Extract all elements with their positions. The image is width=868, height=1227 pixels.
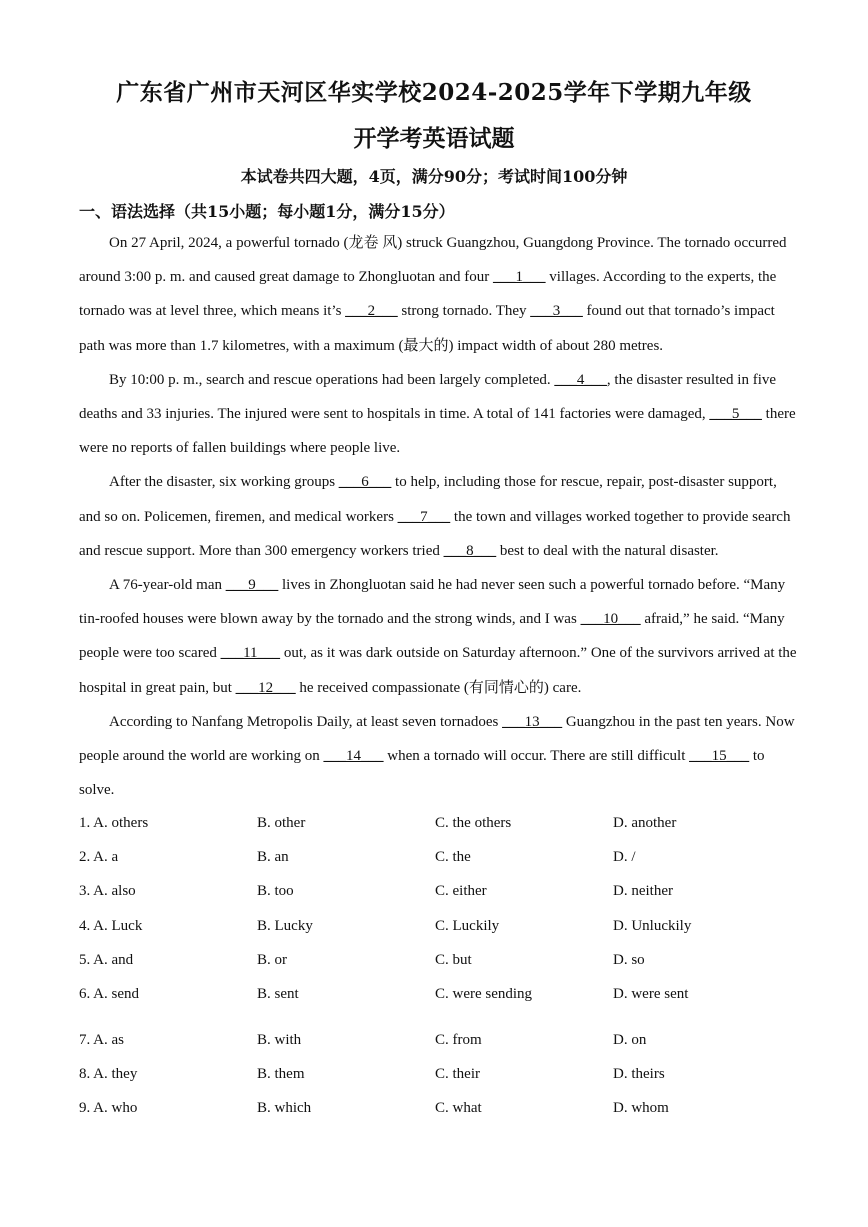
text-segment: , the disaster resulted in five deaths and 33 injuries. The injured were sent to hospitals in time. A total of 141 factories were damaged, — [79, 371, 777, 423]
blank-11: ___11___ — [220, 645, 281, 662]
section-heading: 一、语法选择（共15小题；每小题1分，满分15分） — [79, 202, 455, 221]
question-options-8 — [79, 1057, 799, 1091]
option-c: C. Luckily — [435, 917, 500, 934]
question-options-7 — [79, 1023, 799, 1057]
text-segment: Guangzhou in the past ten years. Now people around the world are working on — [79, 713, 795, 765]
option-b: B. too — [257, 883, 294, 900]
option-b: B. which — [257, 1100, 312, 1117]
blank-2: ___2___ — [345, 303, 398, 320]
option-a: 4. A. Luck — [79, 917, 143, 934]
question-options-6 — [79, 977, 799, 1023]
question-options-5 — [79, 943, 799, 977]
option-d: D. another — [613, 815, 677, 831]
question-options-3 — [79, 874, 799, 908]
question-options-2 — [79, 840, 799, 874]
option-b: B. an — [257, 849, 289, 866]
paragraph — [79, 226, 799, 363]
option-b: B. or — [257, 951, 287, 968]
option-b: B. sent — [257, 985, 299, 1002]
question-options-1 — [79, 806, 799, 840]
text-segment: to solve. — [79, 748, 765, 799]
paragraph — [79, 705, 799, 808]
blank-15: ___15___ — [689, 748, 750, 765]
option-c: C. were sending — [435, 985, 533, 1002]
blank-7: ___7___ — [397, 508, 451, 525]
exam-title-line1: 广东省广州市天河区华实学校2024-2025学年下学期九年级 — [116, 79, 752, 106]
blank-4: ___4___ — [554, 371, 607, 388]
question-options-9 — [79, 1091, 799, 1125]
question-options-4 — [79, 909, 799, 943]
option-d: D. neither — [613, 883, 673, 900]
option-c: C. either — [435, 883, 487, 900]
option-d: D. Unluckily — [613, 917, 692, 934]
option-a: 9. A. who — [79, 1100, 138, 1117]
option-a: 5. A. and — [79, 951, 134, 968]
text-segment: the town and villages worked together to provide search and rescue support. More than 300 emergency workers tried — [79, 508, 791, 559]
text-segment: After the disaster, six working groups — [109, 474, 339, 491]
option-c: C. what — [435, 1100, 482, 1117]
option-a: 6. A. send — [79, 985, 139, 1002]
answer-options — [79, 806, 799, 1126]
paragraph — [79, 363, 799, 466]
text-segment: A 76-year-old man — [109, 577, 226, 594]
option-c: C. their — [435, 1066, 480, 1083]
exam-title-line2: 开学考英语试题 — [353, 125, 515, 152]
blank-9: ___9___ — [225, 577, 279, 594]
option-b: B. with — [257, 1031, 302, 1048]
option-c: C. but — [435, 951, 472, 968]
text-segment: According to Nanfang Metropolis Daily, at least seven tornadoes — [109, 713, 503, 730]
text-segment: found out that tornado’s impact path was more than 1.7 kilometres, with a maximum (最大的) impact width of about 280 metres. — [79, 303, 775, 354]
text-segment: By 10:00 p. m., search and rescue operations had been largely completed. — [109, 371, 555, 388]
reading-passage — [79, 226, 799, 807]
option-b: B. Lucky — [257, 917, 313, 934]
text-segment: strong tornado. They — [397, 303, 531, 320]
blank-8: ___8___ — [443, 542, 497, 559]
blank-1: ___1___ — [493, 269, 546, 286]
text-segment: out, as it was dark outside on Saturday afternoon.” One of the survivors arrived at the hospital in great pain, but — [79, 645, 797, 696]
blank-14: ___14___ — [323, 748, 384, 765]
blank-3: ___3___ — [530, 303, 583, 320]
blank-12: ___12___ — [235, 679, 296, 696]
text-segment: afraid,” he said. “Many people were too scared — [79, 611, 785, 662]
text-segment: On 27 April, 2024, a powerful tornado (龙卷 风) struck Guangzhou, Guangdong Province. The tornado occurred around 3:00 p. m. and caused great damage to Zhongluotan and four — [79, 235, 787, 286]
option-a: 8. A. they — [79, 1066, 138, 1083]
text-segment: best to deal with the natural disaster. — [496, 542, 719, 559]
blank-5: ___5___ — [709, 406, 762, 423]
option-d: D. whom — [613, 1100, 669, 1117]
text-segment: to help, including those for rescue, repair, post-disaster support, and so on. Policemen, firemen, and medical workers — [79, 474, 777, 525]
option-b: B. other — [257, 815, 306, 831]
paragraph — [79, 465, 799, 568]
option-a: 2. A. a — [79, 849, 119, 866]
option-c: C. from — [435, 1031, 482, 1048]
option-c: C. the others — [435, 815, 512, 831]
text-segment: when a tornado will occur. There are still difficult — [383, 748, 690, 765]
paragraph — [79, 568, 799, 705]
option-d: D. theirs — [613, 1066, 665, 1083]
blank-10: ___10___ — [580, 611, 641, 628]
exam-instructions: 本试卷共四大题，4页，满分90分；考试时间100分钟 — [240, 167, 628, 186]
option-a: 7. A. as — [79, 1031, 124, 1048]
text-segment: there were no reports of fallen buildings where people live. — [79, 406, 796, 457]
option-c: C. the — [435, 849, 471, 866]
option-d: D. on — [613, 1031, 647, 1048]
text-segment: lives in Zhongluotan said he had never seen such a powerful tornado before. “Many tin-roofed houses were blown away by the tornado and the strong winds, and I was — [79, 577, 786, 628]
option-d: D. / — [613, 849, 636, 866]
text-segment: he received compassionate (有同情心的) care. — [295, 679, 582, 696]
blank-6: ___6___ — [338, 474, 392, 491]
option-a: 3. A. also — [79, 883, 136, 900]
option-b: B. them — [257, 1066, 305, 1083]
option-a: 1. A. others — [79, 815, 149, 831]
option-d: D. were sent — [613, 985, 689, 1002]
blank-13: ___13___ — [502, 713, 563, 730]
option-d: D. so — [613, 951, 645, 968]
text-segment: villages. According to the experts, the tornado was at level three, which means it’s — [79, 269, 777, 320]
